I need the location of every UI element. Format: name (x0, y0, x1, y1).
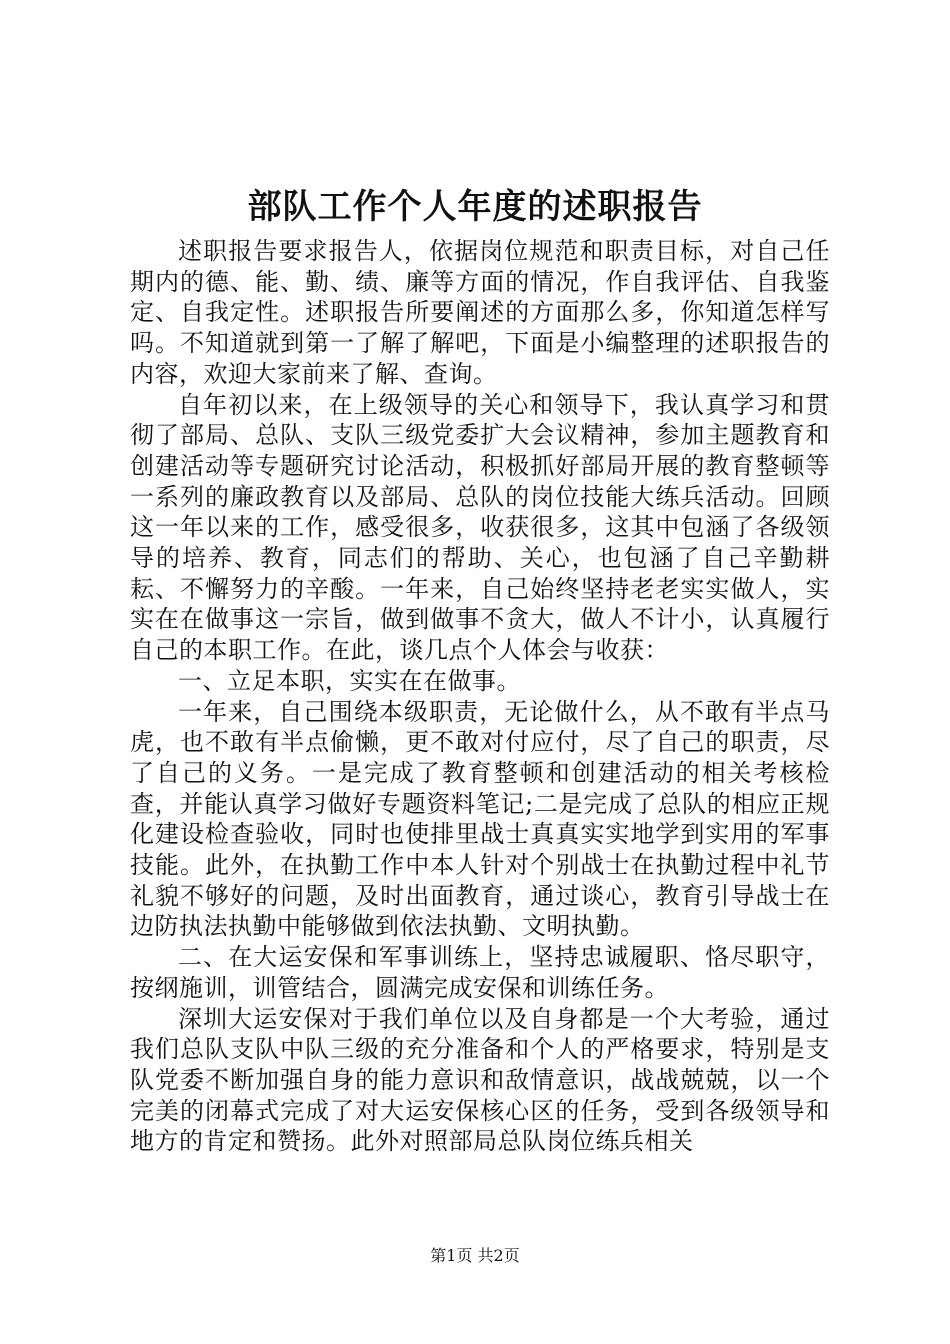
paragraph-overview: 自年初以来，在上级领导的关心和领导下，我认真学习和贯彻了部局、总队、支队三级党委扩大会议精神，参加主题教育和创建活动等专题研究讨论活动，积极抓好部局开展的教育整顿等一系列的廉政教育以及部局、总队的岗位技能大练兵活动。回顾这一年以来的工作，感受很多，收获很多，这其中包涵了各级领导的培养、教育，同志们的帮助、关心，也包涵了自己辛勤耕耘、不懈努力的辛酸。一年来，自己始终坚持老老实实做人，实实在在做事这一宗旨，做到做事不贪大，做人不计小，认真履行自己的本职工作。在此，谈几点个人体会与收获： (130, 390, 830, 665)
document-title: 部队工作个人年度的述职报告 (247, 187, 703, 227)
paragraph-section-1: 一年来，自己围绕本级职责，无论做什么，从不敢有半点马虎，也不敢有半点偷懒，更不敢对付应付，尽了自己的职责，尽了自己的义务。一是完成了教育整顿和创建活动的相关考核检查，并能认真学习做好专题资料笔记;二是完成了总队的相应正规化建设检查验收，同时也使排里战士真真实实地学到实用的军事技能。此外，在执勤工作中本人针对个别战士在执勤过程中礼节礼貌不够好的问题，及时出面教育，通过谈心，教育引导战士在边防执法执勤中能够做到依法执勤、文明执勤。 (130, 697, 830, 941)
document-body (130, 236, 830, 1157)
page-number-footer: 第1页 共2页 (430, 1246, 520, 1265)
paragraph-intro: 述职报告要求报告人，依据岗位规范和职责目标，对自己任期内的德、能、勤、绩、廉等方面的情况，作自我评估、自我鉴定、自我定性。述职报告所要阐述的方面那么多，你知道怎样写吗。不知道就到第一了解了解吧，下面是小编整理的述职报告的内容，欢迎大家前来了解、查询。 (130, 237, 830, 388)
paragraph-section-2: 深圳大运安保对于我们单位以及自身都是一个大考验，通过我们总队支队中队三级的充分准备和个人的严格要求，特别是支队党委不断加强自身的能力意识和敌情意识，战战兢兢，以一个完美的闭幕式完成了对大运安保核心区的任务，受到各级领导和地方的肯定和赞扬。此外对照部局总队岗位练兵相关 (130, 1004, 830, 1156)
section-heading-2: 二、在大运安保和军事训练上，坚持忠诚履职、恪尽职守，按纲施训，训管结合，圆满完成安保和训练任务。 (130, 943, 830, 1002)
section-heading-1: 一、立足本职，实实在在做事。 (178, 666, 521, 695)
